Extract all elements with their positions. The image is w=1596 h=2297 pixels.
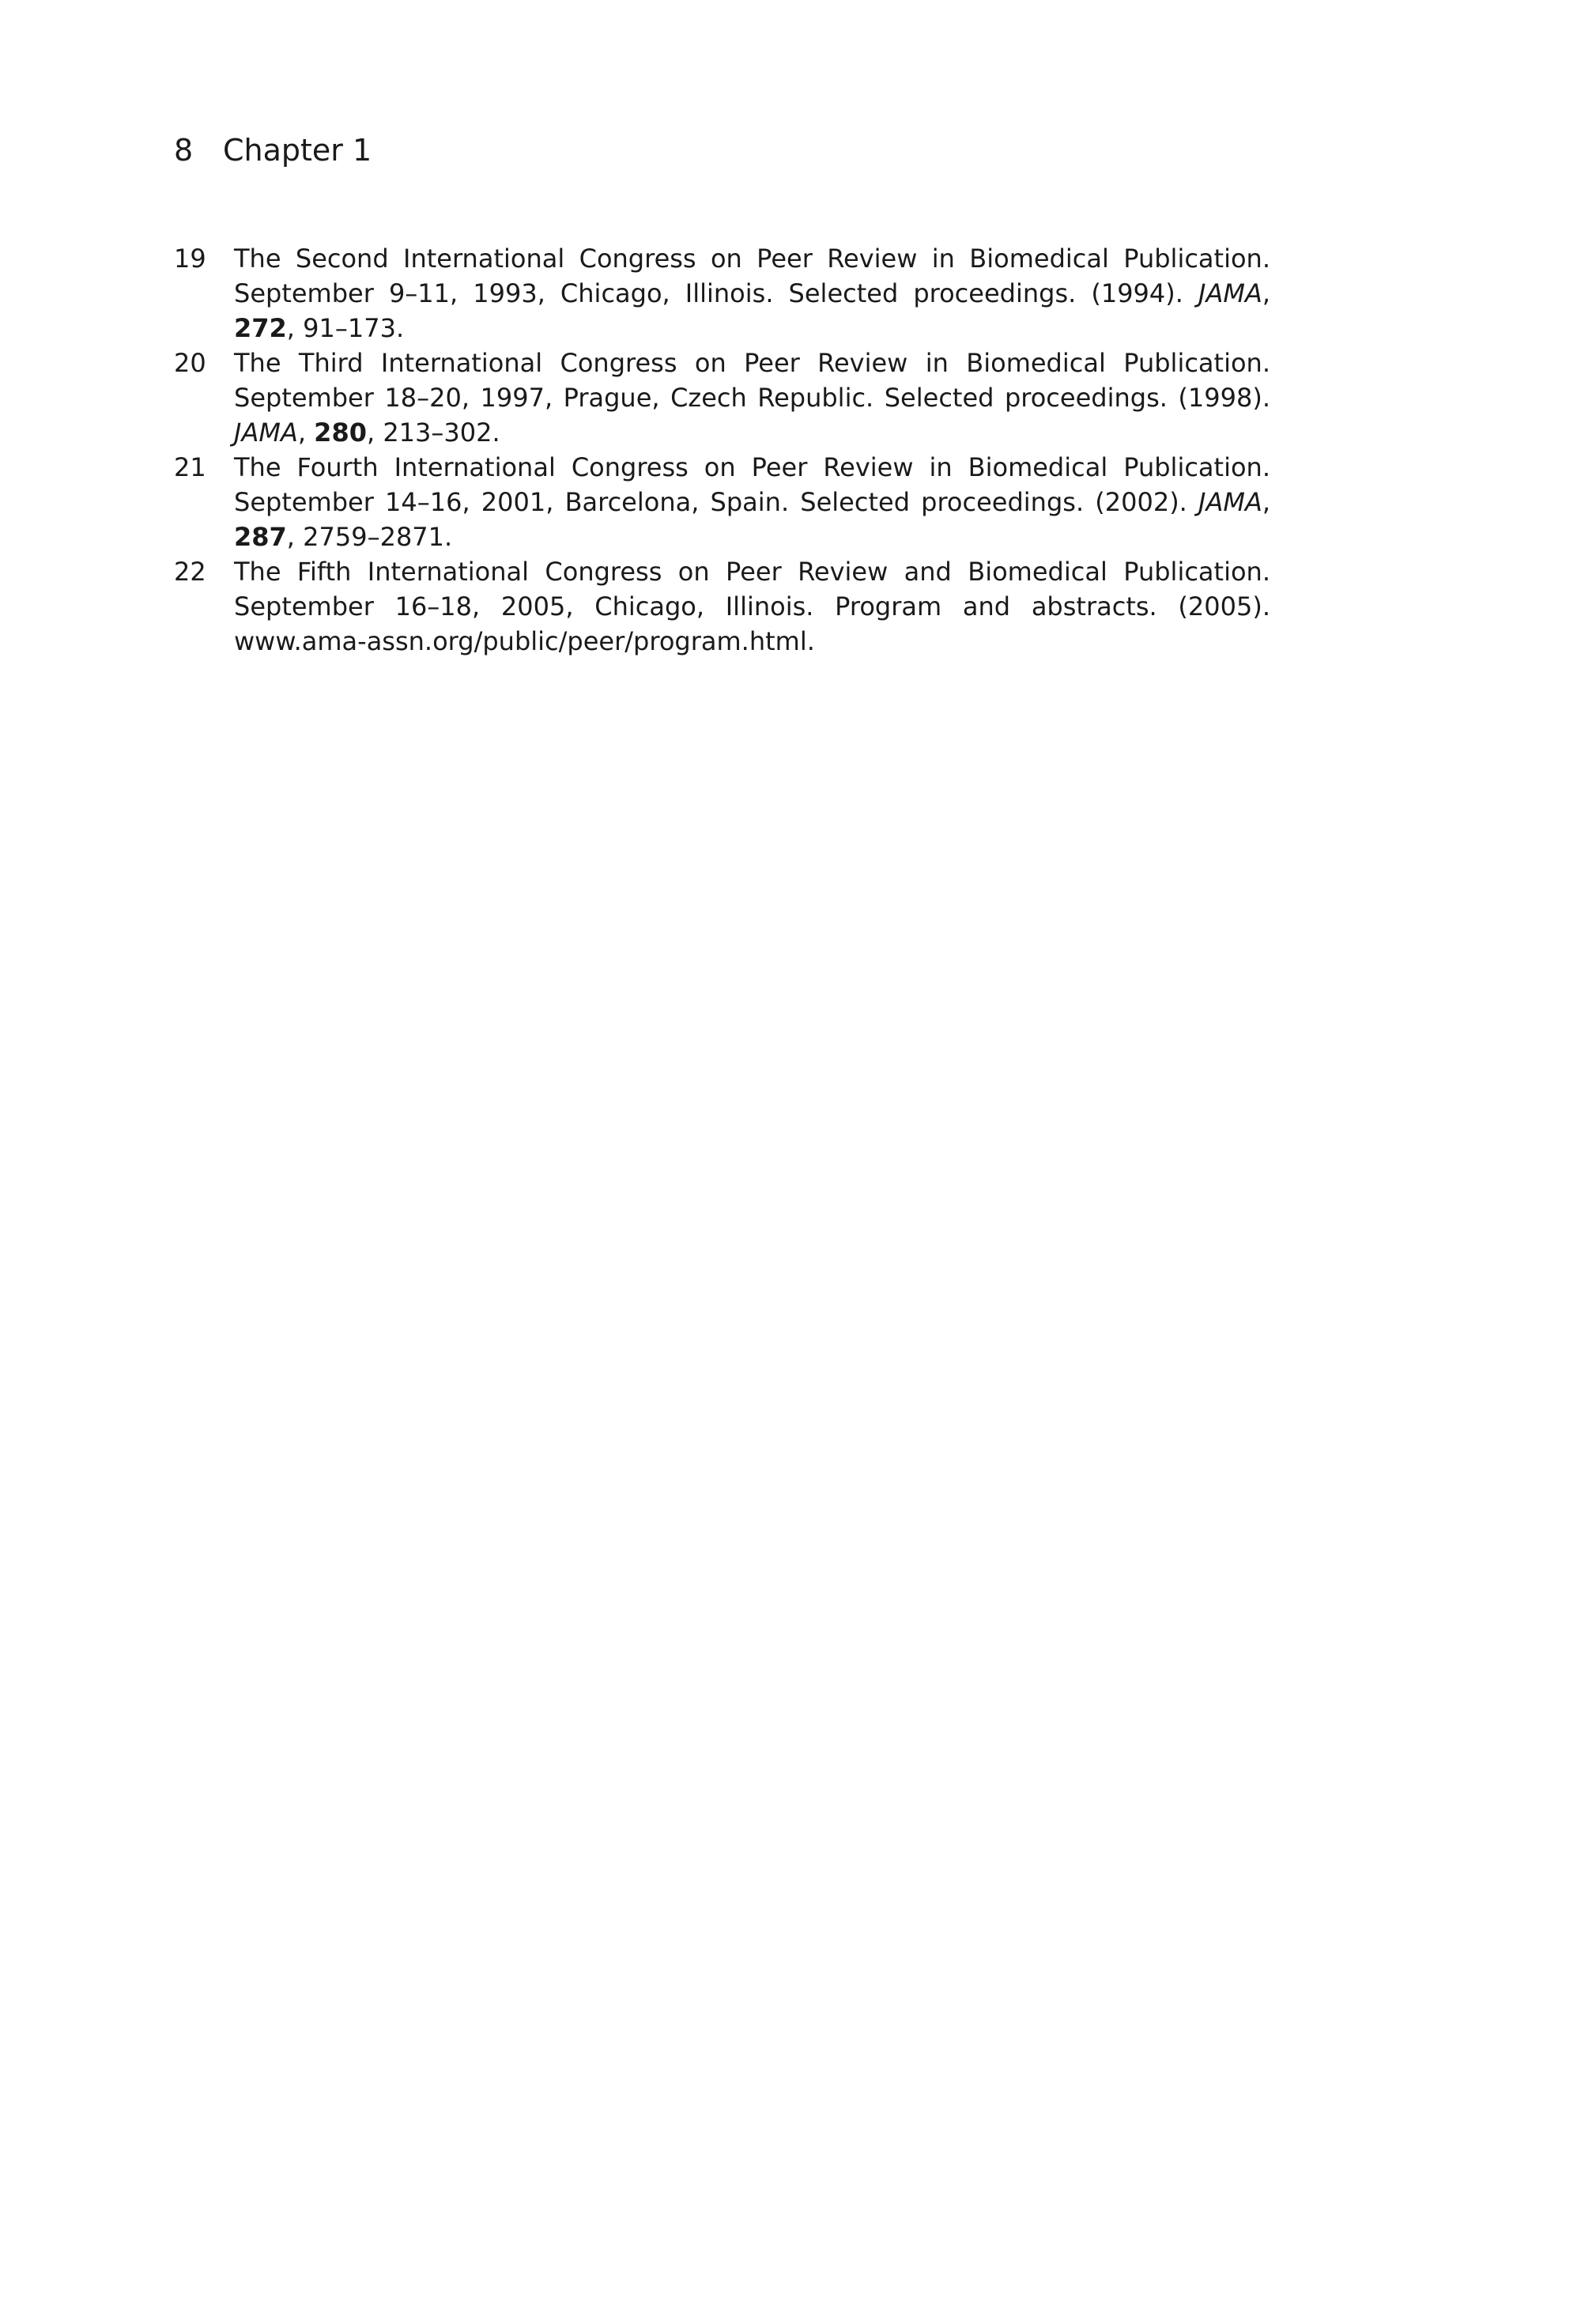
reference-text: The Fifth International Congress on Peer Review and Biomedical Publication. September 16–18, 2005, Chicago, Illinois. Program and abstracts. (2005). www.ama-assn.org/public/peer/program.html.: [234, 557, 1270, 656]
reference-list: [174, 241, 1270, 659]
reference-item: [174, 554, 1270, 659]
reference-separator: ,: [1262, 278, 1270, 308]
reference-separator: ,: [297, 417, 315, 448]
page-range: , 213–302.: [366, 417, 500, 448]
reference-number: 21: [174, 452, 206, 482]
running-head: [174, 131, 372, 169]
volume-number: 272: [234, 313, 287, 343]
volume-number: 280: [314, 417, 367, 448]
journal-name: JAMA: [234, 417, 298, 448]
reference-text: The Fourth International Congress on Peer Review in Biomedical Publication. September 14–16, 2001, Barcelona, Spain. Selected proceedings. (2002).: [234, 452, 1270, 517]
chapter-label: Chapter 1: [223, 133, 372, 168]
reference-item: [174, 450, 1270, 554]
reference-text: The Second International Congress on Peer Review in Biomedical Publication. September 9–11, 1993, Chicago, Illinois. Selected proceedings. (1994).: [234, 244, 1270, 308]
page-range: , 91–173.: [286, 313, 405, 343]
reference-number: 20: [174, 348, 206, 378]
volume-number: 287: [234, 522, 287, 552]
page-number: 8: [174, 133, 194, 168]
reference-number: 19: [174, 244, 206, 274]
reference-text: The Third International Congress on Peer Review in Biomedical Publication. September 18–20, 1997, Prague, Czech Republic. Selected proceedings. (1998).: [234, 348, 1270, 413]
page-range: , 2759–2871.: [286, 522, 453, 552]
journal-name: JAMA: [1198, 487, 1262, 517]
reference-separator: ,: [1262, 487, 1270, 517]
journal-name: JAMA: [1198, 278, 1262, 308]
reference-item: [174, 241, 1270, 346]
reference-number: 22: [174, 557, 206, 587]
reference-item: [174, 346, 1270, 450]
